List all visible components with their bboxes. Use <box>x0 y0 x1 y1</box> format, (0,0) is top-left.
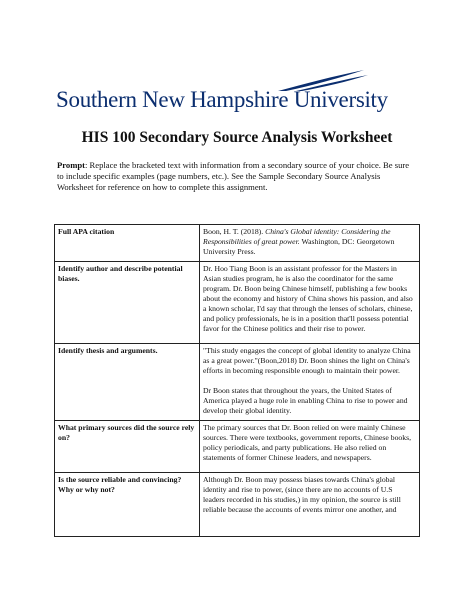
reliability-label: Is the source reliable and convincing? Why or why not? <box>55 473 200 537</box>
author-label: Identify author and describe potential biases. <box>55 262 200 344</box>
citation-label: Full APA citation <box>55 225 200 262</box>
citation-value <box>200 225 420 262</box>
sources-value: The primary sources that Dr. Boon relied on were mainly Chinese sources. There were textbooks, government reports, Chinese books, policy periodicals, and party publications. He also relied on statements of former Chinese leaders, and newspapers. <box>200 421 420 473</box>
sources-label: What primary sources did the source rely on? <box>55 421 200 473</box>
worksheet-table <box>54 224 420 537</box>
table-row <box>55 421 420 473</box>
citation-author: Boon, H. T. (2018). <box>203 227 266 236</box>
prompt-label: Prompt <box>57 160 86 170</box>
page-title: HIS 100 Secondary Source Analysis Worksheet <box>81 129 393 146</box>
reliability-value: Although Dr. Boon may possess biases towards China's global identity and rise to power, (since there are no accounts of U.S leaders recorded in his studies,) in my opinion, the source is still reliable because the accounts of events mirror one another, and <box>200 473 420 537</box>
table-row <box>55 262 420 344</box>
thesis-paragraph-2: Dr Boon states that throughout the years, the United States of America played a huge role in enabling China to rise to power and develop their global identity. <box>203 386 408 415</box>
author-value: Dr. Hoo Tiang Boon is an assistant professor for the Masters in Asian studies program, he is also the coordinator for the same program. Dr. Boon being Chinese himself, publishing a few books about the economy and history of China shows his passion, and also a known scholar, I'd say that through the lenses of scholars, chinese, and policy professionals, he is in a position that'll possess potential favor for the Chinese politics and their rise to power. <box>200 262 420 344</box>
citation-publisher: Washington, DC: Georgetown University Press. <box>203 237 395 256</box>
table-row <box>55 344 420 421</box>
citation-book-title: China's Global identity: Considering the Responsibilities of great power. <box>203 227 391 246</box>
logo-wordmark: Southern New Hampshire University <box>56 87 388 112</box>
thesis-value <box>200 344 420 421</box>
table-row <box>55 473 420 537</box>
table-row <box>55 225 420 262</box>
prompt-paragraph <box>57 160 417 194</box>
snhu-logo <box>56 68 420 116</box>
thesis-label: Identify thesis and arguments. <box>55 344 200 421</box>
thesis-paragraph-1: "This study engages the concept of global identity to analyze China as a great power."(Boon,2018) Dr. Boon shines the light on China's efforts in becoming responsible enough to maintain their power. <box>203 346 411 375</box>
prompt-text: : Replace the bracketed text with information from a secondary source of your choice. Be sure to include specific examples (page numbers, etc.). See the Sample Secondary Source Analysis Worksheet for reference on how to complete this assignment. <box>57 160 410 193</box>
